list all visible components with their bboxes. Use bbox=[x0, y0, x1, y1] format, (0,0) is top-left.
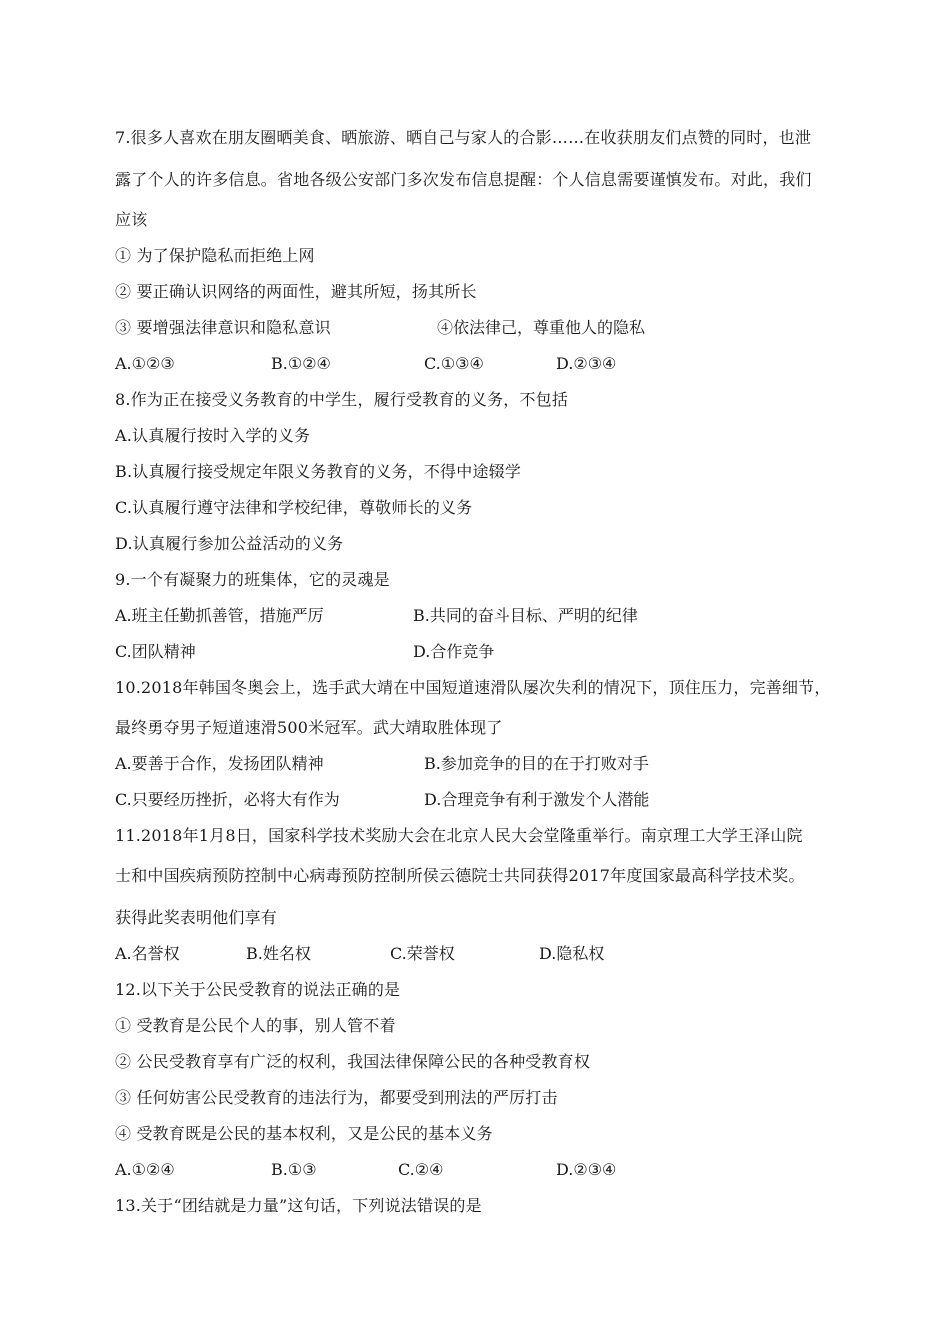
q9-stem: 9.一个有凝聚力的班集体，它的灵魂是 bbox=[115, 570, 390, 589]
q7-item-3: ③ 要增强法律意识和隐私意识 bbox=[115, 318, 331, 337]
q7-option-c: C.①③④ bbox=[424, 354, 484, 373]
q8-option-b: B.认真履行接受规定年限义务教育的义务，不得中途辍学 bbox=[115, 462, 522, 481]
q11-option-b: B.姓名权 bbox=[246, 944, 311, 963]
q12-item-2: ② 公民受教育享有广泛的权利，我国法律保障公民的各种受教育权 bbox=[115, 1052, 591, 1071]
q10-option-a: A.要善于合作，发扬团队精神 bbox=[115, 754, 324, 773]
q7-stem-line-3: 应该 bbox=[115, 210, 148, 229]
q12-item-1: ① 受教育是公民个人的事，别人管不着 bbox=[115, 1016, 396, 1035]
q10-option-c: C.只要经历挫折，必将大有作为 bbox=[115, 790, 340, 809]
q12-item-4: ④ 受教育既是公民的基本权利，又是公民的基本义务 bbox=[115, 1124, 493, 1143]
q7-stem-line-2: 露了个人的许多信息。省地各级公安部门多次发布信息提醒：个人信息需要谨慎发布。对此，我们 bbox=[115, 170, 812, 189]
q7-item-2: ② 要正确认识网络的两面性，避其所短，扬其所长 bbox=[115, 282, 477, 301]
q8-option-d: D.认真履行参加公益活动的义务 bbox=[115, 534, 344, 553]
q11-stem-line-3: 获得此奖表明他们享有 bbox=[115, 908, 278, 927]
q11-option-c: C.荣誉权 bbox=[390, 944, 455, 963]
q12-stem: 12.以下关于公民受教育的说法正确的是 bbox=[115, 980, 401, 999]
q13-stem: 13.关于“团结就是力量”这句话，下列说法错误的是 bbox=[115, 1196, 482, 1215]
q10-option-b: B.参加竞争的目的在于打败对手 bbox=[424, 754, 649, 773]
q7-option-a: A.①②③ bbox=[115, 354, 175, 373]
q10-option-d: D.合理竞争有利于激发个人潜能 bbox=[424, 790, 650, 809]
q7-item-1: ① 为了保护隐私而拒绝上网 bbox=[115, 246, 315, 265]
q12-option-c: C.②④ bbox=[398, 1160, 444, 1179]
q8-option-c: C.认真履行遵守法律和学校纪律，尊敬师长的义务 bbox=[115, 498, 473, 517]
q11-option-d: D.隐私权 bbox=[539, 944, 605, 963]
q11-stem-line-2: 士和中国疾病预防控制中心病毒预防控制所侯云德院士共同获得2017年度国家最高科学技术奖。 bbox=[115, 866, 805, 885]
q12-option-d: D.②③④ bbox=[556, 1160, 617, 1179]
q9-option-c: C.团队精神 bbox=[115, 642, 196, 661]
q9-option-d: D.合作竞争 bbox=[413, 642, 495, 661]
q9-option-b: B.共同的奋斗目标、严明的纪律 bbox=[413, 606, 638, 625]
q10-stem-line-1: 10.2018年韩国冬奥会上，选手武大靖在中国短道速滑队屡次失利的情况下，顶住压力，完善细节， bbox=[115, 678, 831, 697]
q9-option-a: A.班主任勤抓善管，措施严厉 bbox=[115, 606, 324, 625]
q12-option-a: A.①②④ bbox=[115, 1160, 175, 1179]
q8-stem: 8.作为正在接受义务教育的中学生，履行受教育的义务，不包括 bbox=[115, 390, 569, 409]
q7-item-4: ④依法律己，尊重他人的隐私 bbox=[437, 318, 646, 337]
q12-option-b: B.①③ bbox=[271, 1160, 317, 1179]
q11-stem-line-1: 11.2018年1月8日，国家科学技术奖励大会在北京人民大会堂隆重举行。南京理工大学王泽山院 bbox=[115, 826, 803, 845]
q8-option-a: A.认真履行按时入学的义务 bbox=[115, 426, 311, 445]
q12-item-3: ③ 任何妨害公民受教育的违法行为，都要受到刑法的严厉打击 bbox=[115, 1088, 558, 1107]
q7-option-b: B.①②④ bbox=[271, 354, 331, 373]
q11-option-a: A.名誉权 bbox=[115, 944, 180, 963]
q10-stem-line-2: 最终勇夺男子短道速滑500米冠军。武大靖取胜体现了 bbox=[115, 718, 503, 737]
q7-option-d: D.②③④ bbox=[556, 354, 617, 373]
q7-stem-line-1: 7.很多人喜欢在朋友圈晒美食、晒旅游、晒自己与家人的合影……在收获朋友们点赞的同时，也泄 bbox=[115, 128, 812, 147]
